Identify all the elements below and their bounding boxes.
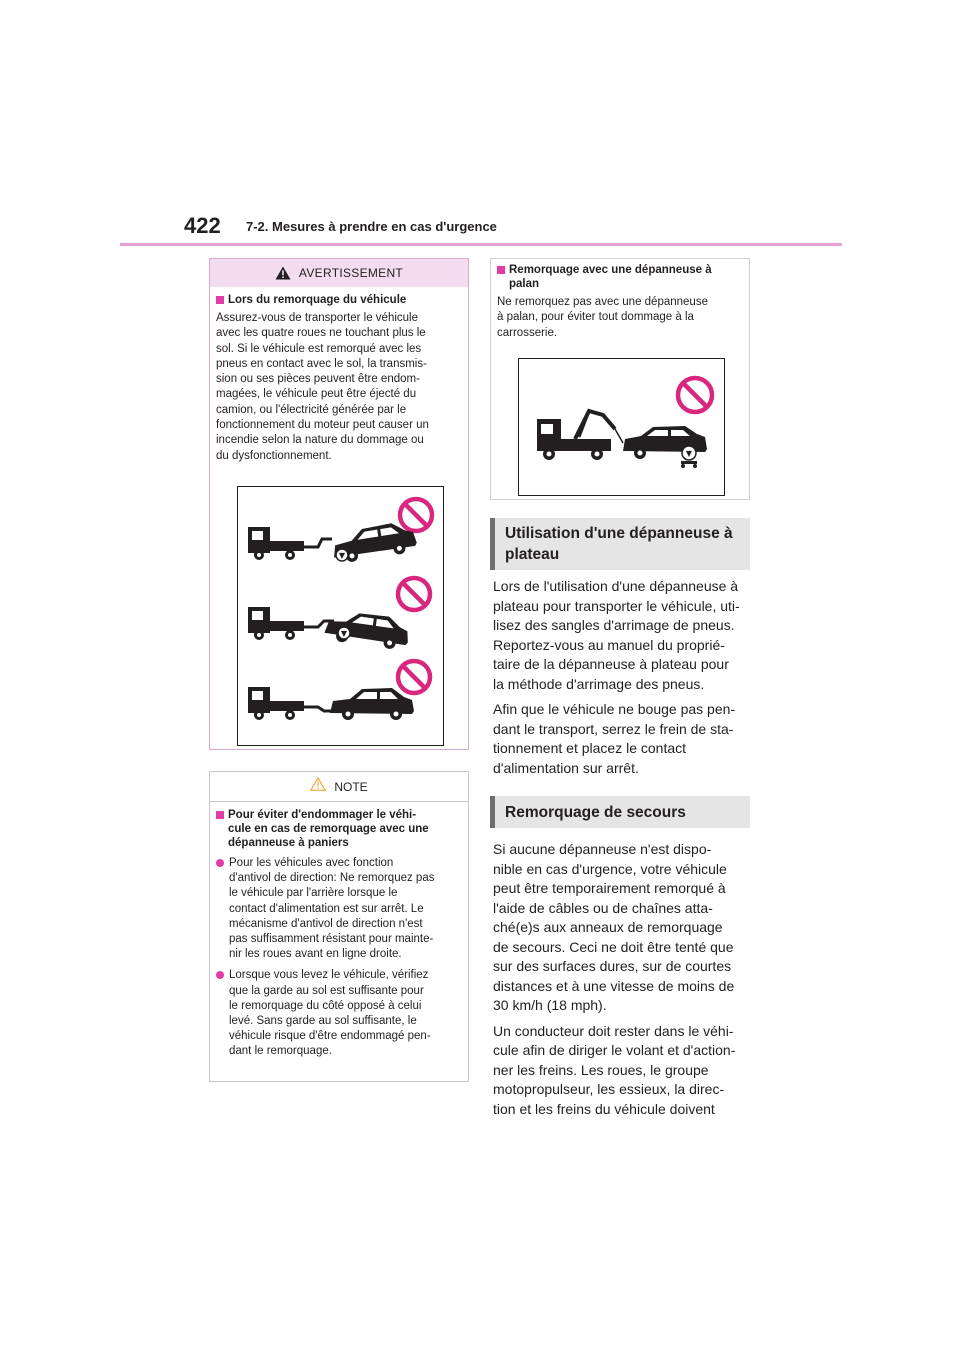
emergency-body — [493, 840, 751, 1119]
note-line: mécanisme d'antivol de direction n'est — [229, 917, 423, 930]
body-line: Un conducteur doit rester dans le véhi- — [493, 1022, 734, 1039]
round-bullet-icon — [216, 971, 224, 979]
note-header — [210, 772, 468, 802]
square-bullet-icon — [216, 811, 224, 819]
warning-line: camion, ou l'électricité générée par le — [216, 403, 407, 416]
note-line: le véhicule par l'arrière lorsque le — [229, 887, 398, 900]
note-line: que la garde au sol est suffisante pour — [229, 984, 424, 997]
hoist-heading-line: palan — [509, 278, 540, 290]
warning-line: magées, le véhicule peut être éjecté du — [216, 388, 417, 401]
warning-line: sol. Si le véhicule est remorqué avec les — [216, 342, 422, 355]
body-line: sur des surfaces dures, sur de courtes — [493, 958, 732, 974]
warning-heading — [216, 293, 462, 307]
warning-line: pneus en contact avec le sol, la transmis- — [216, 357, 427, 370]
note-line: d'antivol de direction: Ne remorquez pas — [229, 872, 435, 885]
caution-triangle-icon — [310, 777, 326, 796]
note-line: nir les roues avant en ligne droite. — [229, 948, 402, 961]
section-heading-flatbed — [490, 518, 750, 570]
warning-heading-text: Lors du remorquage du véhicule — [228, 294, 407, 306]
body-line: 30 km/h (18 mph). — [493, 997, 607, 1013]
note-heading-line: cule en cas de remorquage avec une — [228, 823, 429, 835]
section-heading-line: Utilisation d'une dépanneuse à — [505, 525, 733, 542]
note-line: Pour les véhicules avec fonction — [229, 857, 394, 869]
warning-line: fonctionnement du moteur peut causer un — [216, 419, 429, 432]
section-heading-text: Remorquage de secours — [505, 803, 686, 821]
body-line: nible en cas d'urgence, votre véhicule — [493, 860, 727, 877]
note-label: NOTE — [334, 779, 368, 794]
body-line: plateau pour transporter le véhicule, uti- — [493, 597, 740, 614]
illustration-hoist-tow — [518, 358, 725, 496]
prohibition-icon — [400, 499, 432, 531]
note-line: contact d'alimentation est sur arrêt. Le — [229, 902, 424, 915]
hoist-text — [497, 295, 743, 341]
flatbed-body — [493, 577, 751, 778]
warning-line: incendie selon la nature du dommage ou — [216, 434, 424, 447]
paragraph — [493, 840, 751, 1016]
hoist-heading — [497, 263, 743, 291]
section-heading-emergency — [490, 796, 750, 828]
svg-text:▼: ▼ — [685, 449, 693, 458]
square-bullet-icon — [497, 266, 505, 274]
body-line: lisez des sangles d'arrimage de pneus. — [493, 617, 735, 633]
body-line: motopropulseur, les essieux, la direc- — [493, 1081, 725, 1097]
note-bullet-item — [216, 968, 462, 1059]
body-line: cule afin de diriger le volant et d'action- — [493, 1042, 736, 1058]
warning-text — [216, 311, 462, 464]
prohibition-icon — [678, 378, 712, 412]
hoist-warning-box — [490, 258, 750, 500]
body-line: Si aucune dépanneuse n'est dispo- — [493, 841, 712, 857]
prohibition-icon — [398, 578, 430, 610]
body-line: tion et les freins du véhicule doivent — [493, 1100, 715, 1117]
square-bullet-icon — [216, 296, 224, 304]
note-bullet-item — [216, 856, 462, 962]
section-title: 7-2. Mesures à prendre en cas d'urgence — [246, 219, 497, 234]
body-line: Reportez-vous au manuel du proprié- — [493, 636, 725, 653]
body-line: tionnement et placez le contact — [493, 740, 687, 756]
illustration-prohibited-towing — [237, 486, 444, 746]
page-number: 422 — [184, 213, 221, 238]
note-line: Lorsque vous levez le véhicule, vérifiez — [229, 969, 429, 982]
note-line: levé. Sans garde au sol suffisante, le — [229, 1015, 417, 1028]
paragraph — [493, 1022, 751, 1120]
warning-line: sion ou ses pièces peuvent être endom- — [216, 373, 420, 386]
note-line: pas suffisamment résistant pour mainte- — [229, 933, 434, 946]
svg-text:▼: ▼ — [340, 629, 348, 638]
note-heading — [216, 808, 462, 850]
body-line: ché(e)s aux anneaux de remorquage — [493, 919, 723, 935]
warning-label: AVERTISSEMENT — [298, 266, 404, 280]
hoist-heading-line: Remorquage avec une dépanneuse à — [509, 264, 712, 276]
header-rule — [120, 243, 842, 246]
section-heading-line: plateau — [505, 546, 560, 563]
note-line: le remorquage du côté opposé à celui — [229, 999, 422, 1012]
body-line: Lors de l'utilisation d'une dépanneuse à — [493, 578, 739, 594]
paragraph — [493, 700, 751, 778]
note-box — [209, 771, 469, 1082]
body-line: l'aide de câbles ou de chaînes atta- — [493, 899, 713, 916]
body-line: dant le transport, serrez le frein de sta- — [493, 720, 734, 737]
note-heading-line: Pour éviter d'endommager le véhi- — [228, 809, 417, 821]
body-line: la méthode d'arrimage des pneus. — [493, 675, 705, 692]
body-line: Afin que le véhicule ne bouge pas pen- — [493, 701, 736, 717]
warning-line: avec les quatre roues ne touchant plus le — [216, 327, 426, 340]
warning-line: Assurez-vous de transporter le véhicule — [216, 312, 418, 324]
warning-triangle-icon — [275, 266, 291, 280]
body-line: peut être temporairement remorqué à — [493, 880, 726, 896]
prohibition-icon — [398, 661, 430, 693]
paragraph — [493, 577, 751, 694]
warning-box — [209, 258, 469, 750]
svg-text:▼: ▼ — [338, 551, 346, 560]
body-line: taire de la dépanneuse à plateau pour — [493, 656, 729, 672]
hoist-line: Ne remorquez pas avec une dépanneuse — [497, 296, 708, 308]
round-bullet-icon — [216, 859, 224, 867]
hoist-line: à palan, pour éviter tout dommage à la — [497, 311, 694, 324]
body-line: de secours. Ceci ne doit être tenté que — [493, 938, 734, 955]
warning-header — [210, 259, 468, 287]
body-line: ner les freins. Les roues, le groupe — [493, 1061, 709, 1078]
note-heading-line: dépanneuse à paniers — [228, 837, 349, 849]
hoist-line: carrosserie. — [497, 326, 558, 339]
warning-line: du dysfonctionnement. — [216, 449, 332, 462]
body-line: distances et à une vitesse de moins de — [493, 977, 735, 994]
body-line: d'alimentation sur arrêt. — [493, 759, 639, 776]
note-line: dant le remorquage. — [229, 1045, 332, 1058]
note-line: véhicule risque d'être endommagé pen- — [229, 1030, 431, 1043]
